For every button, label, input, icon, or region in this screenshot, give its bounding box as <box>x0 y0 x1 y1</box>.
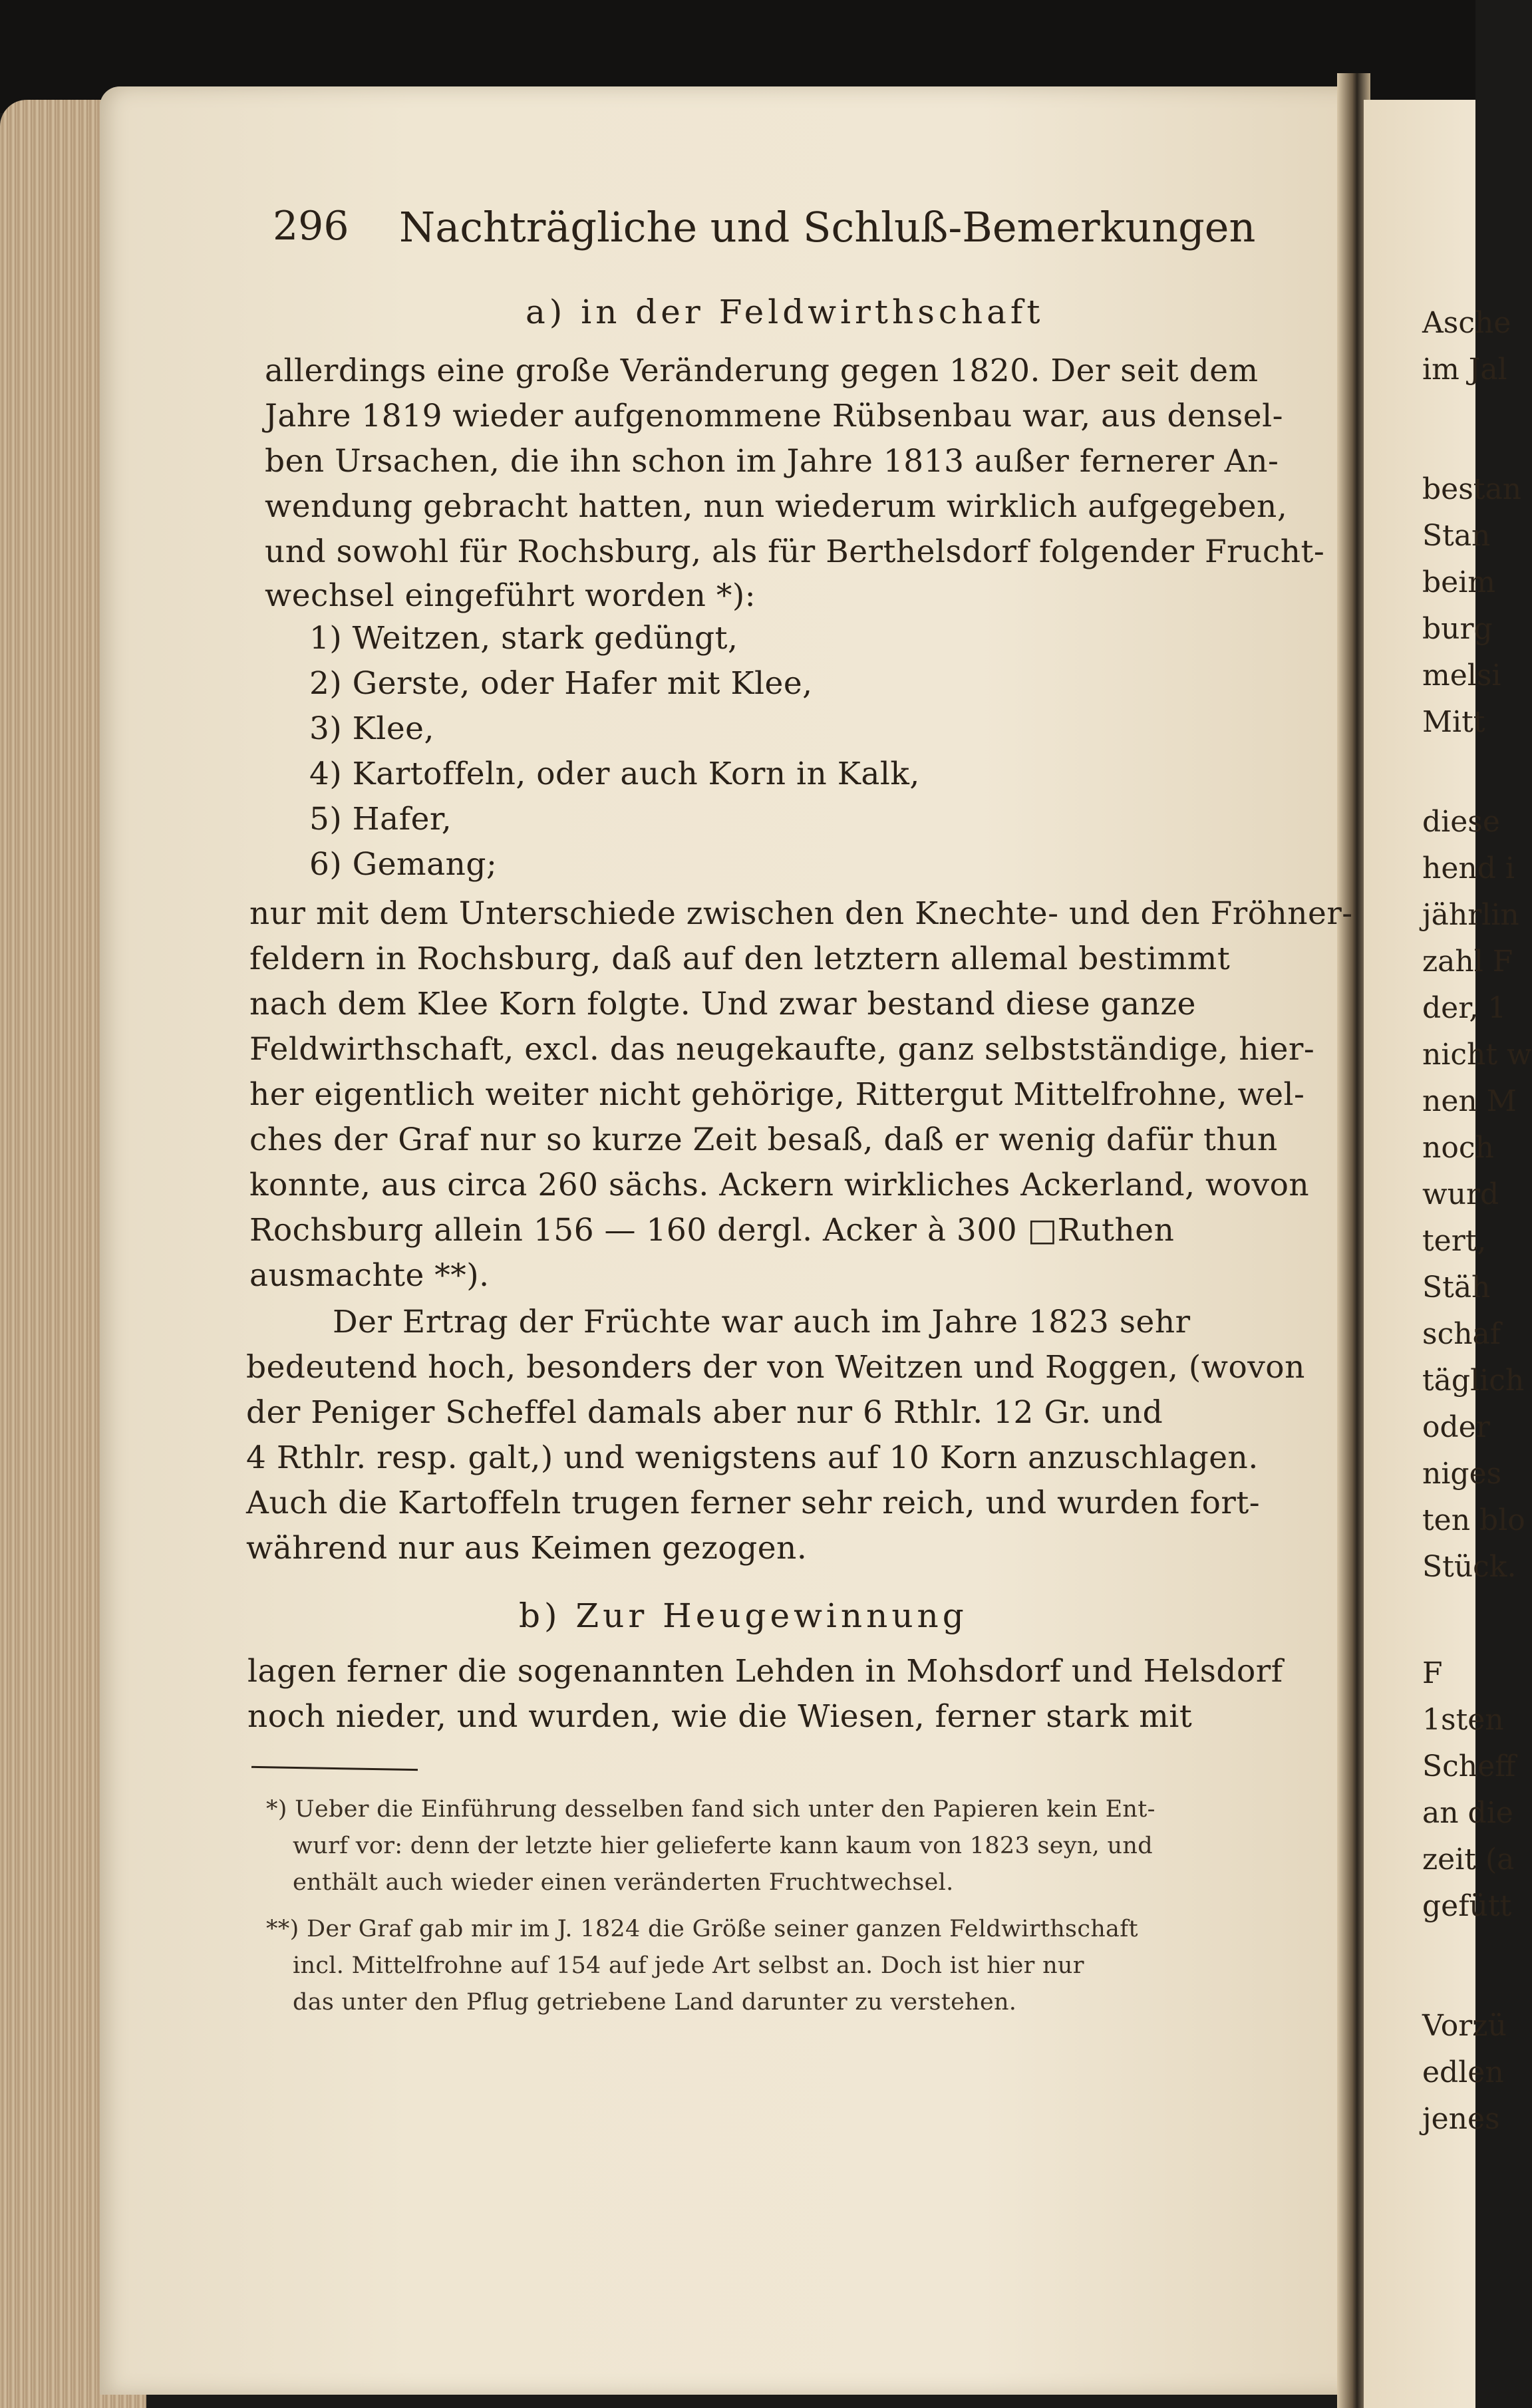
right-page-edge <box>1364 100 1532 2408</box>
text-line: wendung gebracht hatten, nun wiederum wirklich aufgegeben, <box>265 488 1288 525</box>
next-page-fragment: nicht w <box>1422 1038 1532 1072</box>
text-line: Rochsburg allein 156 — 160 dergl. Acker à 300 □Ruthen <box>249 1212 1175 1249</box>
list-item: 1) Weitzen, stark gedüngt, <box>309 620 738 657</box>
text-line: her eigentlich weiter nicht gehörige, Rittergut Mittelfrohne, wel- <box>249 1076 1305 1113</box>
section-a-heading: a) in der Feldwirthschaft <box>526 293 1044 331</box>
next-page-fragment: zahl F <box>1422 945 1513 978</box>
next-page-fragment: beim <box>1422 565 1495 599</box>
text-line: Auch die Kartoffeln trugen ferner sehr reich, und wurden fort- <box>246 1485 1261 1521</box>
text-line: während nur aus Keimen gezogen. <box>246 1530 808 1567</box>
next-page-fragment: Mitt <box>1422 705 1485 739</box>
next-page-fragment: gefütt <box>1422 1889 1512 1923</box>
text-line: konnte, aus circa 260 sächs. Ackern wirkliches Ackerland, wovon <box>249 1167 1310 1203</box>
next-page-fragment: wurd <box>1422 1177 1499 1211</box>
list-item: 2) Gerste, oder Hafer mit Klee, <box>309 665 813 702</box>
next-page-fragment: Stäh <box>1422 1271 1491 1304</box>
list-item: 3) Klee, <box>309 710 434 747</box>
next-page-fragment: bestan <box>1422 472 1522 506</box>
footnote-line: incl. Mittelfrohne auf 154 auf jede Art selbst an. Doch ist hier nur <box>293 1952 1084 1979</box>
footnote-line: **) Der Graf gab mir im J. 1824 die Größe seiner ganzen Feldwirthschaft <box>266 1916 1138 1942</box>
next-page-fragment: jenes <box>1422 2102 1500 2136</box>
footnote-line: enthält auch wieder einen veränderten Fruchtwechsel. <box>293 1869 954 1896</box>
next-page-fragment: täglich <box>1422 1364 1525 1398</box>
text-line: und sowohl für Rochsburg, als für Berthelsdorf folgender Frucht- <box>265 533 1325 570</box>
next-page-fragment: melsi <box>1422 659 1501 692</box>
text-line: noch nieder, und wurden, wie die Wiesen, ferner stark mit <box>247 1698 1193 1735</box>
text-line: Der Ertrag der Früchte war auch im Jahre 1823 sehr <box>333 1304 1191 1340</box>
section-b-heading: b) Zur Heugewinnung <box>519 1596 968 1635</box>
next-page-fragment: hend i <box>1422 851 1515 885</box>
next-page-fragment: niges <box>1422 1457 1502 1491</box>
text-line: Jahre 1819 wieder aufgenommene Rübsenbau war, aus densel- <box>265 398 1283 434</box>
text-line: ches der Graf nur so kurze Zeit besaß, daß er wenig dafür thun <box>249 1122 1278 1158</box>
next-page-fragment: Asche <box>1422 306 1511 340</box>
next-page-fragment: im Jal <box>1422 353 1507 386</box>
next-page-fragment: ten blo <box>1422 1503 1525 1537</box>
next-page-fragment: edlen <box>1422 2055 1504 2089</box>
next-page-fragment: an die <box>1422 1796 1513 1830</box>
text-line: feldern in Rochsburg, daß auf den letztern allemal bestimmt <box>249 941 1231 977</box>
next-page-fragment: noch <box>1422 1131 1494 1165</box>
text-line: ausmachte **). <box>249 1257 490 1294</box>
text-line: ben Ursachen, die ihn schon im Jahre 1813 außer fernerer An- <box>265 443 1279 480</box>
next-page-fragment: burg <box>1422 612 1493 646</box>
next-page-fragment: tert, <box>1422 1224 1487 1258</box>
text-line: der Peniger Scheffel damals aber nur 6 Rthlr. 12 Gr. und <box>246 1394 1163 1431</box>
next-page-fragment: jährlin <box>1422 898 1519 932</box>
next-page-fragment: oder <box>1422 1410 1490 1444</box>
text-line: 4 Rthlr. resp. galt,) und wenigstens auf 10 Korn anzuschlagen. <box>246 1439 1259 1476</box>
list-item: 6) Gemang; <box>309 846 498 883</box>
text-line: nach dem Klee Korn folgte. Und zwar bestand diese ganze <box>249 986 1196 1022</box>
next-page-fragment: Scheff <box>1422 1749 1516 1783</box>
next-page-fragment: 1sten <box>1422 1703 1504 1737</box>
list-item: 5) Hafer, <box>309 801 452 837</box>
next-page-fragment: zeit (a <box>1422 1843 1515 1877</box>
list-item: 4) Kartoffeln, oder auch Korn in Kalk, <box>309 756 920 792</box>
text-line: wechsel eingeführt worden *): <box>265 577 756 614</box>
footnote-line: das unter den Pflug getriebene Land darunter zu verstehen. <box>293 1989 1017 2016</box>
next-page-fragment: F <box>1422 1656 1443 1690</box>
page-number: 296 <box>273 203 349 249</box>
text-line: nur mit dem Unterschiede zwischen den Knechte- und den Fröhner- <box>249 895 1353 932</box>
next-page-fragment: der, 1 <box>1422 991 1507 1025</box>
next-page-fragment: Stück. <box>1422 1550 1517 1584</box>
text-line: allerdings eine große Veränderung gegen 1820. Der seit dem <box>265 353 1259 389</box>
text-line: bedeutend hoch, besonders der von Weitzen und Roggen, (wovon <box>246 1349 1305 1386</box>
text-line: Feldwirthschaft, excl. das neugekaufte, ganz selbstständige, hier- <box>249 1031 1315 1068</box>
footnote-line: *) Ueber die Einführung desselben fand sich unter den Papieren kein Ent- <box>266 1796 1155 1823</box>
next-page-fragment: Vorzü <box>1422 2009 1507 2043</box>
text-line: lagen ferner die sogenannten Lehden in Mohsdorf und Helsdorf <box>247 1653 1283 1690</box>
next-page-fragment: nen M <box>1422 1084 1517 1118</box>
next-page-fragment: diese <box>1422 805 1500 839</box>
footnote-line: wurf vor: denn der letzte hier gelieferte kann kaum von 1823 seyn, und <box>293 1833 1153 1859</box>
next-page-fragment: Stan <box>1422 519 1491 553</box>
next-page-fragment: schaf <box>1422 1317 1501 1351</box>
running-title: Nachträgliche und Schluß-Bemerkungen <box>399 203 1256 251</box>
